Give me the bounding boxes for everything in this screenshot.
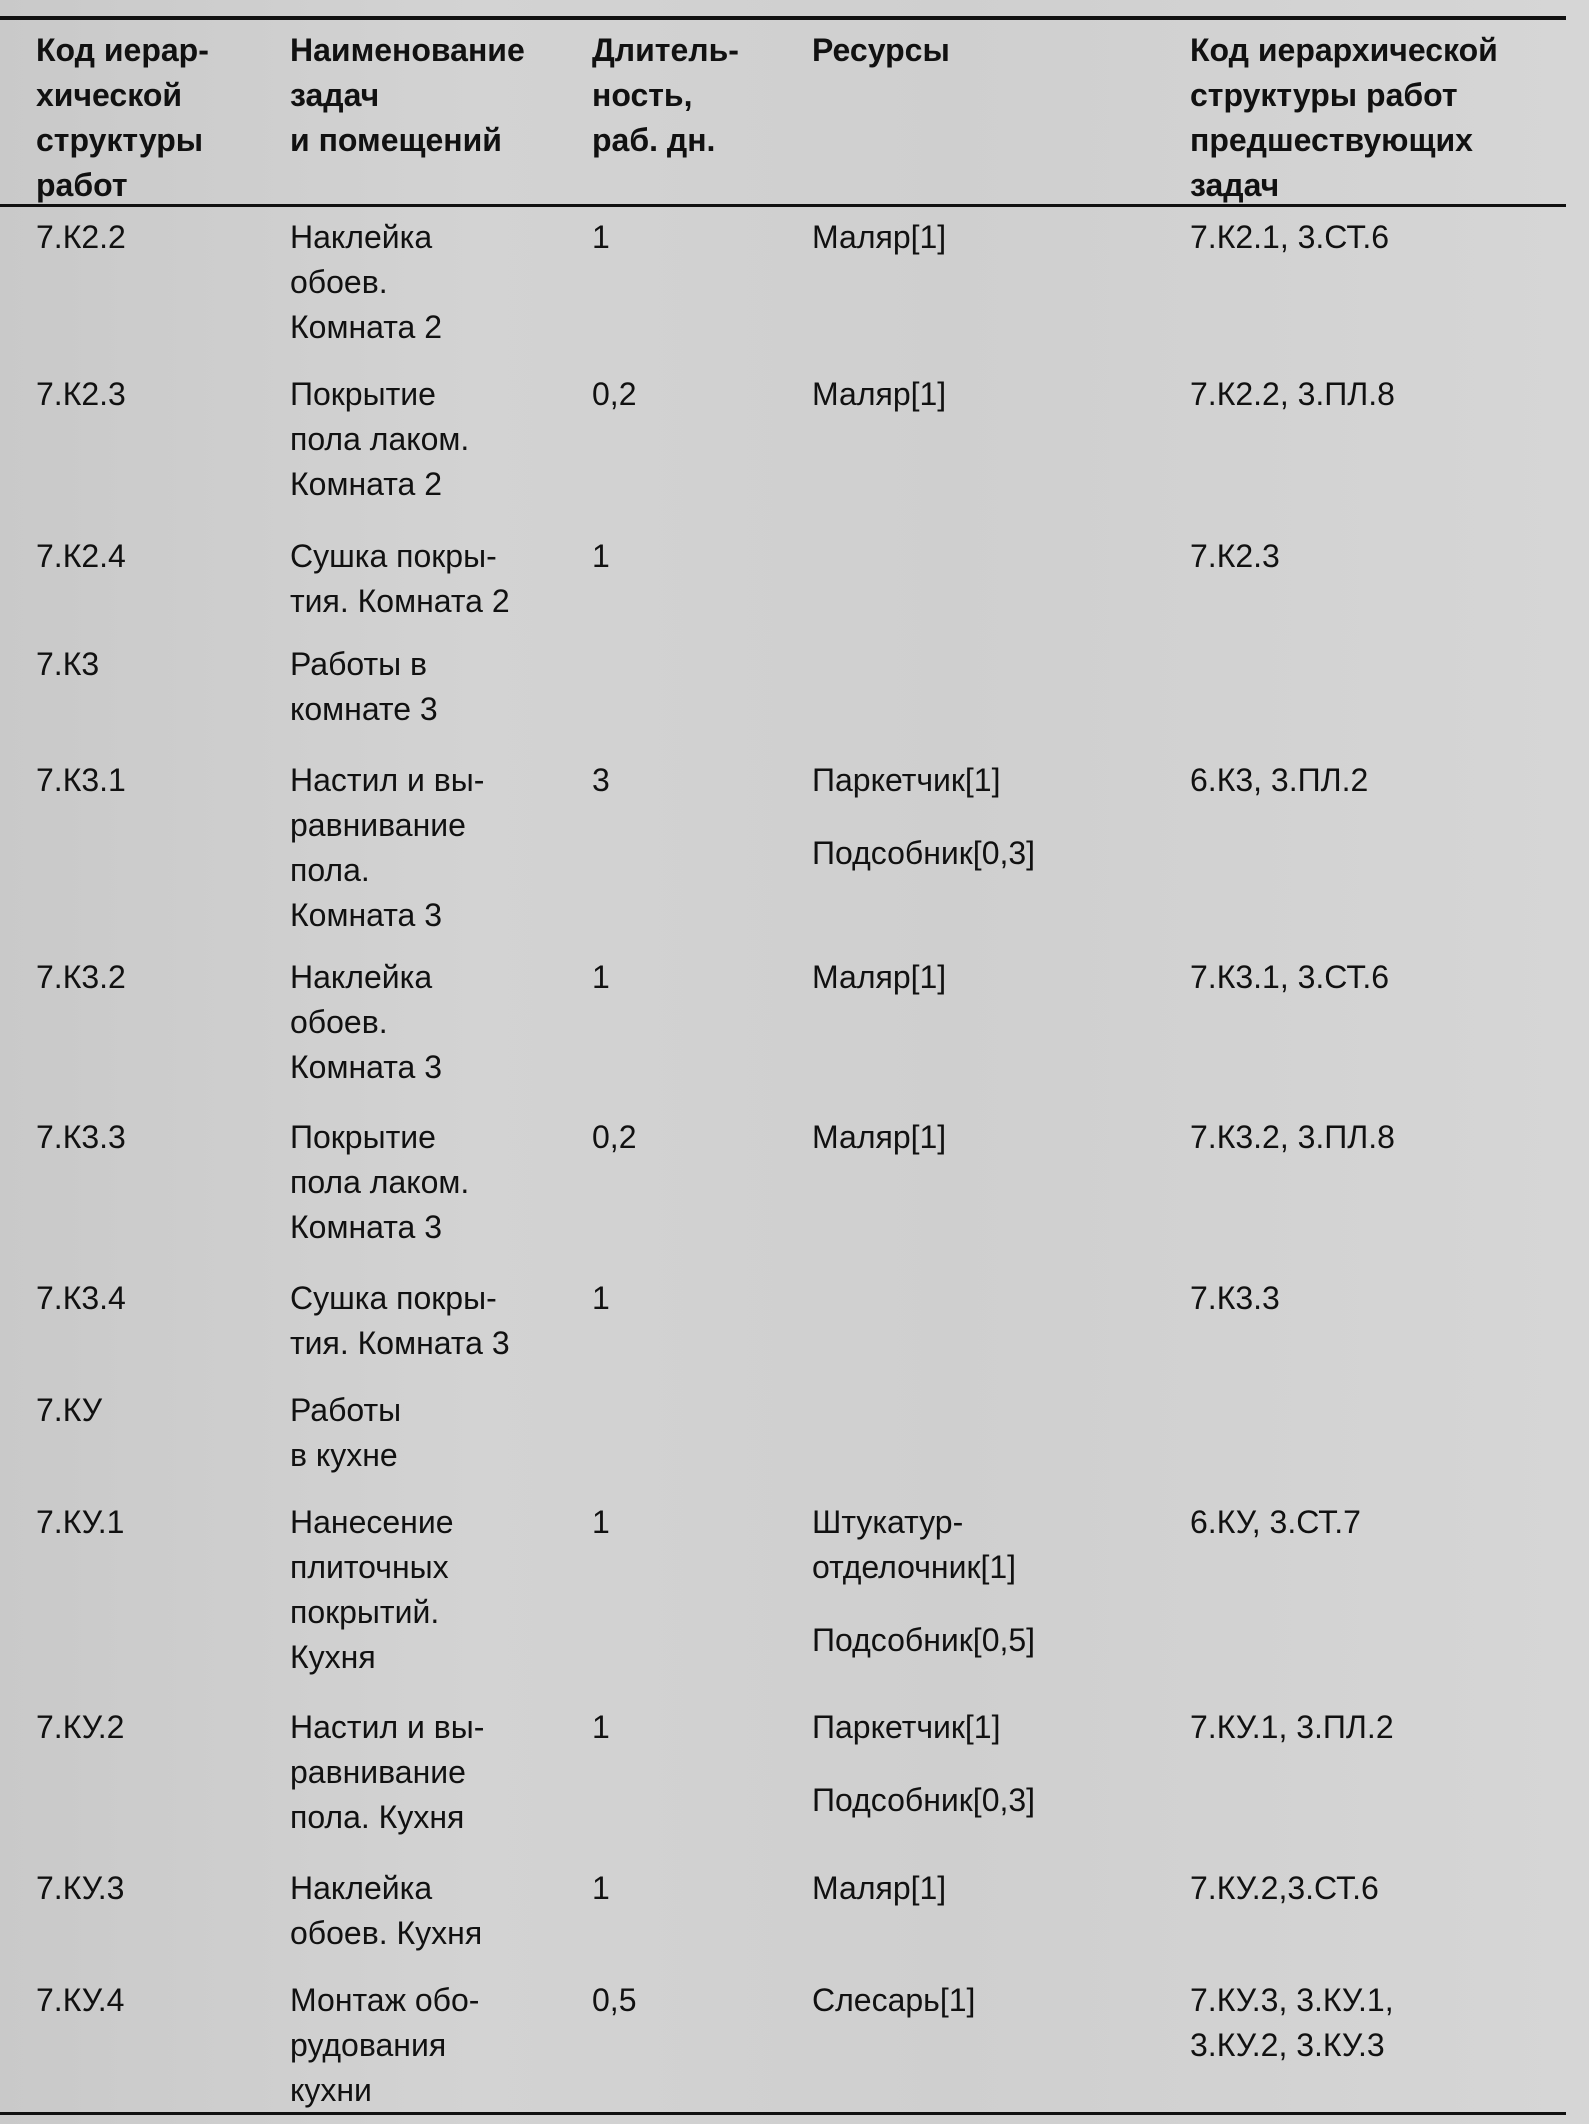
resource-item: Маляр[1]: [812, 1119, 947, 1155]
row-predecessors: 7.КУ.3, 3.КУ.1, 3.КУ.2, 3.КУ.3: [1190, 1982, 1394, 2063]
resource-item: Подсобник[0,3]: [812, 835, 1036, 871]
row-code: 7.КУ.4: [36, 1982, 125, 2018]
row-resources: [812, 758, 1182, 876]
row-duration: 1: [592, 219, 610, 255]
row-task-name: Покрытие пола лаком. Комната 3: [290, 1119, 470, 1245]
row-duration: 1: [592, 1870, 610, 1906]
header-duration: Длитель- ность, раб. дн.: [592, 32, 739, 158]
row-duration: 1: [592, 959, 610, 995]
resource-item: Паркетчик[1]: [812, 762, 1001, 798]
row-code: 7.К3: [36, 646, 100, 682]
row-resources: [812, 1978, 1182, 2023]
row-predecessors: 7.К3.2, 3.ПЛ.8: [1190, 1119, 1395, 1155]
row-predecessors: 7.К3.3: [1190, 1280, 1280, 1316]
resource-item: Слесарь[1]: [812, 1982, 976, 2018]
header-code: Код иерар- хической структуры работ: [36, 32, 209, 203]
row-code: 7.КУ: [36, 1392, 103, 1428]
row-task-name: Наклейка обоев. Комната 2: [290, 219, 442, 345]
row-predecessors: 7.К2.2, 3.ПЛ.8: [1190, 376, 1395, 412]
row-code: 7.КУ.2: [36, 1709, 125, 1745]
header-resources: Ресурсы: [812, 32, 950, 68]
row-task-name: Наклейка обоев. Кухня: [290, 1870, 483, 1951]
header-predecessors: Код иерархической структуры работ предшествующих задач: [1190, 32, 1498, 203]
row-resources: [812, 1115, 1182, 1160]
row-task-name: Настил и вы- равнивание пола. Комната 3: [290, 762, 485, 933]
resource-item: Подсобник[0,3]: [812, 1782, 1036, 1818]
row-code: 7.К3.4: [36, 1280, 126, 1316]
header-bottom-rule: [0, 204, 1566, 207]
row-task-name: Работы в кухне: [290, 1392, 402, 1473]
row-predecessors: 7.КУ.1, 3.ПЛ.2: [1190, 1709, 1394, 1745]
resource-item: Маляр[1]: [812, 959, 947, 995]
row-code: 7.КУ.3: [36, 1870, 125, 1906]
row-predecessors: 6.КУ, 3.СТ.7: [1190, 1504, 1361, 1540]
row-code: 7.К2.4: [36, 538, 126, 574]
row-resources: [812, 1500, 1182, 1663]
row-predecessors: 6.К3, 3.ПЛ.2: [1190, 762, 1369, 798]
resource-item: Маляр[1]: [812, 376, 947, 412]
row-resources: [812, 372, 1182, 417]
row-predecessors: 7.К2.1, 3.СТ.6: [1190, 219, 1390, 255]
table-bottom-rule: [0, 2112, 1566, 2115]
row-task-name: Наклейка обоев. Комната 3: [290, 959, 442, 1085]
row-code: 7.К3.1: [36, 762, 126, 798]
row-resources: [812, 1705, 1182, 1823]
row-duration: 1: [592, 1504, 610, 1540]
resource-item: Маляр[1]: [812, 219, 947, 255]
row-task-name: Покрытие пола лаком. Комната 2: [290, 376, 470, 502]
row-duration: 1: [592, 1709, 610, 1745]
row-task-name: Работы в комнате 3: [290, 646, 438, 727]
resource-item: Маляр[1]: [812, 1870, 947, 1906]
row-code: 7.КУ.1: [36, 1504, 125, 1540]
table-top-rule: [0, 16, 1566, 20]
row-duration: 0,5: [592, 1982, 637, 2018]
row-task-name: Настил и вы- равнивание пола. Кухня: [290, 1709, 485, 1835]
row-code: 7.К2.3: [36, 376, 126, 412]
table-header: [0, 24, 1580, 203]
row-duration: 0,2: [592, 376, 637, 412]
row-duration: 1: [592, 1280, 610, 1316]
row-predecessors: 7.КУ.2,3.СТ.6: [1190, 1870, 1379, 1906]
row-duration: 1: [592, 538, 610, 574]
resource-item: Подсобник[0,5]: [812, 1622, 1036, 1658]
row-task-name: Монтаж обо- рудования кухни: [290, 1982, 480, 2108]
row-task-name: Сушка покры- тия. Комната 2: [290, 538, 510, 619]
row-code: 7.К3.2: [36, 959, 126, 995]
resource-item: Паркетчик[1]: [812, 1709, 1001, 1745]
row-code: 7.К3.3: [36, 1119, 126, 1155]
resource-item: Штукатур- отделочник[1]: [812, 1504, 1017, 1585]
row-resources: [812, 955, 1182, 1000]
row-task-name: Нанесение плиточных покрытий. Кухня: [290, 1504, 454, 1675]
row-predecessors: 7.К3.1, 3.СТ.6: [1190, 959, 1390, 995]
row-resources: [812, 215, 1182, 260]
row-duration: 0,2: [592, 1119, 637, 1155]
row-resources: [812, 1866, 1182, 1911]
row-task-name: Сушка покры- тия. Комната 3: [290, 1280, 510, 1361]
row-predecessors: 7.К2.3: [1190, 538, 1280, 574]
row-duration: 3: [592, 762, 610, 798]
row-code: 7.К2.2: [36, 219, 126, 255]
header-task-name: Наименование задач и помещений: [290, 32, 525, 158]
